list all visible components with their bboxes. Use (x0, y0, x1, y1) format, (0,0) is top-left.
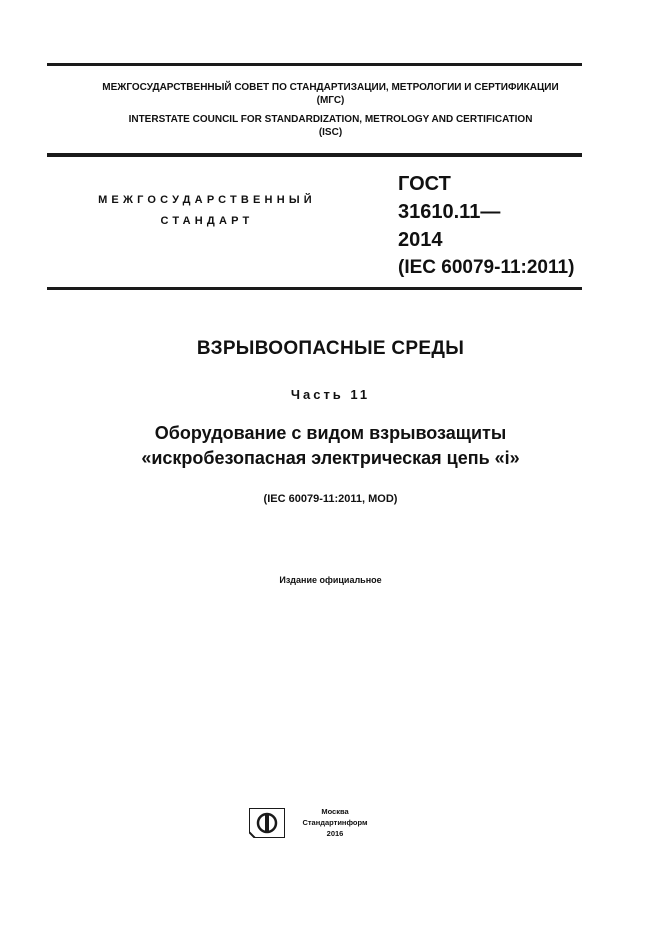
standard-designation: ГОСТ 31610.11— 2014 (IEC 60079-11:2011) (398, 173, 575, 278)
document-subtitle: Оборудование с видом взрывозащиты «искробезопасная электрическая цепь «i» (141, 423, 520, 468)
designation-divider (47, 287, 582, 290)
top-divider (47, 63, 582, 66)
document-title: ВЗРЫВООПАСНЫЕ СРЕДЫ (196, 338, 465, 359)
modification-reference: (IEC 60079-11:2011, MOD) (263, 493, 398, 505)
edition-label: Издание официальное (279, 575, 382, 585)
header-divider (47, 153, 582, 157)
council-name-ru: МЕЖГОСУДАРСТВЕННЫЙ СОВЕТ ПО СТАНДАРТИЗАЦИИ, МЕТРОЛОГИИ И СЕРТИФИКАЦИИ (МГС) (102, 82, 559, 106)
part-number: Часть 11 (290, 387, 371, 402)
standartinform-logo-icon (249, 808, 285, 838)
council-name-en: INTERSTATE COUNCIL FOR STANDARDIZATION, METROLOGY AND CERTIFICATION (ISC) (128, 114, 533, 138)
standard-type: МЕЖГОСУДАРСТВЕННЫЙ СТАНДАРТ (98, 194, 316, 227)
publisher-info: Москва Стандартинформ 2016 (302, 807, 368, 838)
